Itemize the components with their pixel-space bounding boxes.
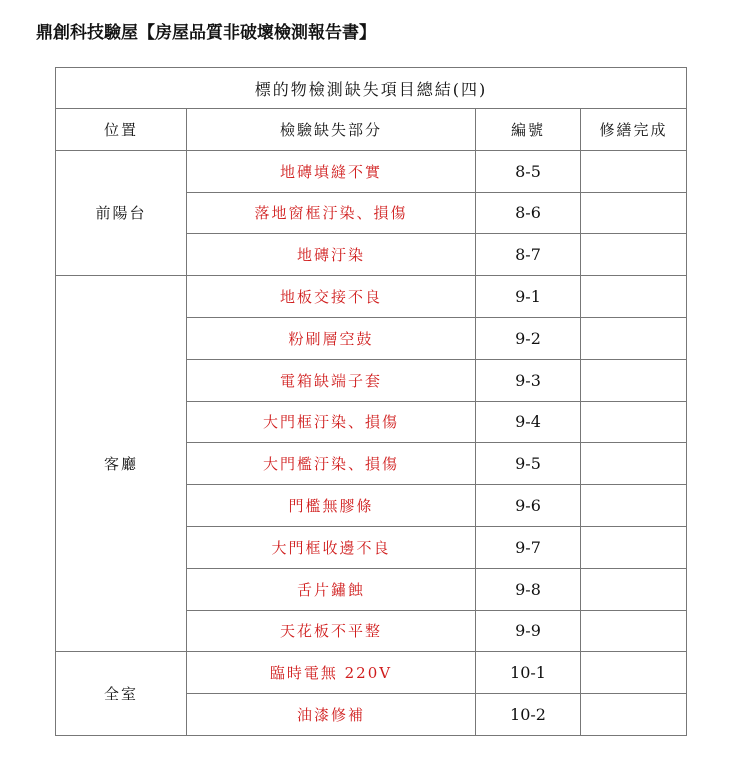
defect-cell: 粉刷層空鼓 <box>187 317 476 359</box>
table-row <box>56 276 687 318</box>
code-cell: 9-4 <box>476 401 581 443</box>
location-cell: 客廳 <box>56 276 187 652</box>
table-body <box>56 150 687 735</box>
code-cell: 9-9 <box>476 610 581 652</box>
table-header-row <box>56 109 687 151</box>
defect-cell: 大門框汙染、損傷 <box>187 401 476 443</box>
code-cell: 9-8 <box>476 568 581 610</box>
table-row <box>56 652 687 694</box>
header-location: 位置 <box>56 109 187 151</box>
code-cell: 9-1 <box>476 276 581 318</box>
defect-cell: 地磚汙染 <box>187 234 476 276</box>
code-cell: 10-1 <box>476 652 581 694</box>
repair-done-cell <box>581 568 687 610</box>
repair-done-cell <box>581 526 687 568</box>
defect-cell: 大門檻汙染、損傷 <box>187 443 476 485</box>
repair-done-cell <box>581 485 687 527</box>
defect-summary-table <box>55 67 687 736</box>
code-cell: 8-6 <box>476 192 581 234</box>
code-cell: 10-2 <box>476 694 581 736</box>
defect-cell: 天花板不平整 <box>187 610 476 652</box>
defect-cell: 油漆修補 <box>187 694 476 736</box>
code-cell: 9-3 <box>476 359 581 401</box>
repair-done-cell <box>581 150 687 192</box>
table-caption-row <box>56 68 687 109</box>
repair-done-cell <box>581 317 687 359</box>
document-title: 鼎創科技驗屋【房屋品質非破壞檢測報告書】 <box>36 23 376 43</box>
repair-done-cell <box>581 234 687 276</box>
table-row <box>56 150 687 192</box>
repair-done-cell <box>581 401 687 443</box>
repair-done-cell <box>581 610 687 652</box>
defect-cell: 電箱缺端子套 <box>187 359 476 401</box>
repair-done-cell <box>581 276 687 318</box>
defect-cell: 地板交接不良 <box>187 276 476 318</box>
code-cell: 9-5 <box>476 443 581 485</box>
code-cell: 8-7 <box>476 234 581 276</box>
location-cell: 前陽台 <box>56 150 187 275</box>
defect-cell: 臨時電無 220V <box>187 652 476 694</box>
repair-done-cell <box>581 652 687 694</box>
header-repair-done: 修繕完成 <box>581 109 687 151</box>
repair-done-cell <box>581 359 687 401</box>
defect-cell: 門檻無膠條 <box>187 485 476 527</box>
code-cell: 8-5 <box>476 150 581 192</box>
repair-done-cell <box>581 192 687 234</box>
defect-cell: 地磚填縫不實 <box>187 150 476 192</box>
table-caption: 標的物檢測缺失項目總結(四) <box>56 68 687 109</box>
code-cell: 9-7 <box>476 526 581 568</box>
repair-done-cell <box>581 443 687 485</box>
defect-cell: 舌片鏽蝕 <box>187 568 476 610</box>
header-defect: 檢驗缺失部分 <box>187 109 476 151</box>
code-cell: 9-2 <box>476 317 581 359</box>
defect-cell: 落地窗框汙染、損傷 <box>187 192 476 234</box>
defect-cell: 大門框收邊不良 <box>187 526 476 568</box>
location-cell: 全室 <box>56 652 187 736</box>
repair-done-cell <box>581 694 687 736</box>
header-code: 編號 <box>476 109 581 151</box>
code-cell: 9-6 <box>476 485 581 527</box>
